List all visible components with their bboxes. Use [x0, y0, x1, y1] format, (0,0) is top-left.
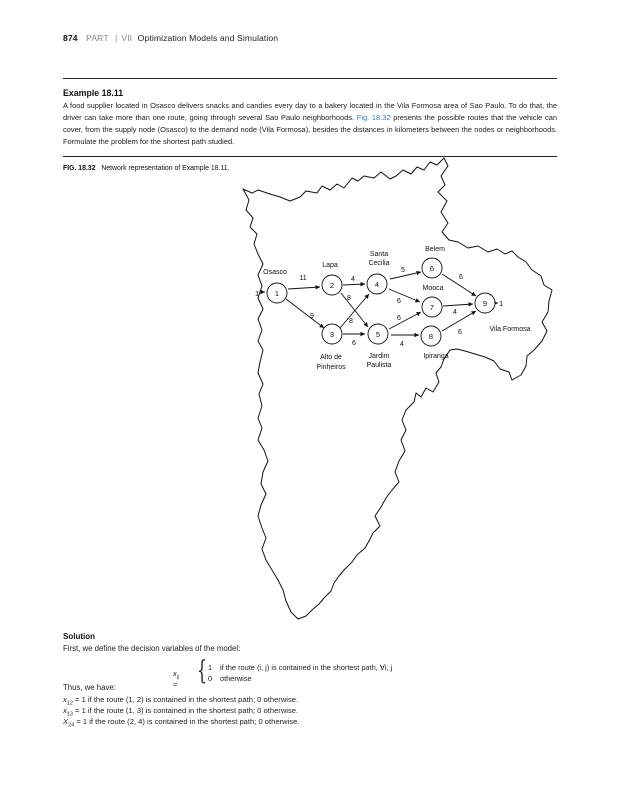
solution-title: Solution — [63, 632, 95, 641]
variable-line: $x_{13} = 1$ if the route (1, 3) is contained in the shortest path; 0 otherwise. — [63, 706, 299, 718]
edge-8-9 — [442, 311, 476, 331]
weight-7-9: 4 — [453, 309, 457, 316]
equation-brace: { — [197, 656, 207, 686]
edge-4-6 — [390, 272, 421, 279]
equation-lhs: $x_{ij}$ = — [173, 669, 180, 690]
supply-value: 1 — [255, 289, 260, 298]
demand-value: 1 — [499, 299, 504, 308]
node-label-7: 7 — [429, 303, 435, 312]
node-label-5: 5 — [375, 330, 381, 339]
weight-3-5: 6 — [352, 340, 356, 347]
chapter-title: Optimization Models and Simulation — [137, 33, 279, 43]
city-map-outline — [243, 158, 552, 619]
node-label-9: 9 — [482, 299, 488, 308]
edge-5-7 — [389, 312, 421, 329]
place-pinheiros: Pinheiros — [316, 364, 346, 371]
thus-text: Thus, we have: — [63, 683, 116, 692]
place-vila-formosa: Vila Formosa — [489, 326, 531, 333]
weight-6-9: 6 — [459, 274, 463, 281]
place-mooca: Mooca — [422, 285, 444, 292]
part-number: VII — [121, 33, 133, 43]
weight-5-7: 6 — [397, 315, 401, 322]
weight-4-6: 5 — [401, 267, 405, 274]
example-text-part1: A food supplier located in Osasco delivers snacks and candies every day to a bakery located in the Vila Formosa area of Sao Paulo. To do that, the driver can take more than one route, going through several Sao Paulo neighborhoods. — [63, 101, 557, 122]
edge-4-7 — [389, 289, 420, 302]
node-label-8: 8 — [428, 332, 434, 341]
variable-line: $X_{24} = 1$ if the route (2, 4) is contained in the shortest path; 0 otherwise. — [63, 717, 300, 729]
node-label-3: 3 — [329, 330, 335, 339]
edge-1-2 — [288, 287, 320, 289]
weight-1-3: 9 — [310, 313, 314, 320]
page-number: 874 — [63, 33, 78, 43]
figure-reference-link[interactable]: Fig. 18.32 — [356, 113, 391, 122]
weight-2-5: 8 — [347, 295, 351, 302]
solution-intro: First, we define the decision variables of the model: — [63, 644, 241, 653]
example-text-part2: presents the possible routes that the vehicle can cover, from the supply node (Osasco) to the demand node (Vila Formosa), besides the distances in kilometers between the nodes or neighborhoods. Formulate the problem for the shortest path studied. — [63, 113, 558, 146]
figure-caption-text: Network representation of Example 18.11. — [101, 165, 230, 172]
place-paulista: Paulista — [366, 362, 392, 369]
edge-1-3 — [286, 299, 324, 328]
place-jardim: Jardim — [368, 353, 390, 360]
weight-1-2: 11 — [299, 275, 307, 282]
part-label: PART — [86, 33, 109, 43]
example-title: Example 18.11 — [63, 88, 124, 98]
equation-case-2: 0 otherwise — [208, 674, 252, 683]
place-santa: Santa — [369, 251, 389, 258]
figure-caption-label: FIG. 18.32 — [63, 165, 96, 172]
equation-case-1: 1 if the route (i, j) is contained in the shortest path, ∀i, j — [208, 663, 393, 672]
weight-5-8: 4 — [400, 341, 404, 348]
node-label-6: 6 — [429, 264, 435, 273]
weight-3-4: 8 — [349, 318, 353, 325]
place-belem: Belem — [425, 246, 445, 253]
place-lapa: Lapa — [322, 262, 338, 269]
weight-8-9: 6 — [458, 329, 462, 336]
weight-2-4: 4 — [351, 276, 355, 283]
place-ipiranga: Ipiranga — [423, 353, 449, 360]
node-label-4: 4 — [374, 280, 380, 289]
place-cecilia: Cecilia — [368, 260, 390, 267]
node-label-2: 2 — [329, 281, 335, 290]
place-alto-de: Alto de — [320, 354, 342, 361]
edge-2-4 — [343, 284, 365, 285]
weight-4-7: 6 — [397, 298, 401, 305]
edge-7-9 — [443, 304, 473, 306]
header-separator: | — [115, 33, 118, 43]
place-osasco: Osasco — [263, 269, 287, 276]
node-label-1: 1 — [274, 289, 280, 298]
variable-line: $x_{12} = 1$ if the route (1, 2) is contained in the shortest path; 0 otherwise. — [63, 695, 299, 707]
